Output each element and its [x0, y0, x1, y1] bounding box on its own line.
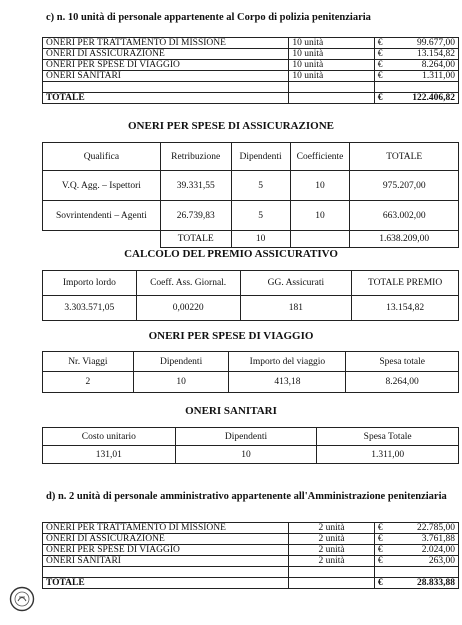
header-cell: GG. Assicurati — [240, 271, 352, 296]
header-cell: Coefficiente — [290, 143, 350, 171]
header-cell: Costo unitario — [43, 428, 176, 446]
spacer-row — [43, 82, 459, 93]
row-currency: € — [374, 71, 387, 82]
row-units: 2 unità — [289, 534, 374, 545]
total-label: TOTALE — [160, 231, 231, 248]
row-currency: € — [374, 556, 387, 567]
total-currency: € — [374, 578, 387, 589]
row-label: ONERI PER SPESE DI VIAGGIO — [43, 60, 289, 71]
cell-retribuzione: 39.331,55 — [160, 171, 231, 201]
header-cell: Spesa totale — [346, 352, 459, 372]
sanitari-table — [42, 427, 459, 464]
row-amount: 3.761,88 — [388, 534, 459, 545]
row-currency: € — [374, 523, 387, 534]
table-row — [43, 201, 459, 231]
cell-dipendenti: 5 — [231, 201, 290, 231]
row-units: 10 unità — [289, 49, 374, 60]
row-units: 2 unità — [289, 545, 374, 556]
row-amount: 2.024,00 — [388, 545, 459, 556]
row-label: ONERI PER TRATTAMENTO DI MISSIONE — [43, 38, 289, 49]
cell-totale: 663.002,00 — [350, 201, 459, 231]
total-value: 1.638.209,00 — [350, 231, 459, 248]
table-header-row — [43, 428, 459, 446]
header-cell: Coeff. Ass. Giornal. — [136, 271, 240, 296]
table-row — [43, 545, 459, 556]
cell-value: 2 — [43, 372, 134, 393]
total-row — [43, 578, 459, 589]
header-cell: TOTALE — [350, 143, 459, 171]
row-units: 10 unità — [289, 71, 374, 82]
section-d-summary-table — [42, 522, 459, 589]
cell-value: 181 — [240, 296, 352, 321]
total-amount: 122.406,82 — [388, 93, 459, 104]
table-header-row — [43, 271, 459, 296]
row-amount: 22.785,00 — [388, 523, 459, 534]
table-row — [43, 38, 459, 49]
cell-qualifica: Sovrintendenti – Agenti — [43, 201, 161, 231]
cell-dipendenti: 5 — [231, 171, 290, 201]
assicurazione-title: ONERI PER SPESE DI ASSICURAZIONE — [128, 120, 334, 132]
row-currency: € — [374, 545, 387, 556]
row-currency: € — [374, 38, 387, 49]
row-label: ONERI SANITARI — [43, 71, 289, 82]
total-currency: € — [374, 93, 387, 104]
row-label: ONERI PER TRATTAMENTO DI MISSIONE — [43, 523, 289, 534]
header-cell: Importo del viaggio — [229, 352, 346, 372]
cell-value: 413,18 — [229, 372, 346, 393]
row-amount: 8.264,00 — [388, 60, 459, 71]
table-header-row — [43, 352, 459, 372]
header-cell: TOTALE PREMIO — [352, 271, 459, 296]
table-row — [43, 60, 459, 71]
total-label: TOTALE — [43, 578, 289, 589]
header-cell: Dipendenti — [231, 143, 290, 171]
cell-value: 13.154,82 — [352, 296, 459, 321]
row-units: 10 unità — [289, 38, 374, 49]
total-dipendenti: 10 — [231, 231, 290, 248]
row-amount: 1.311,00 — [388, 71, 459, 82]
table-row — [43, 534, 459, 545]
cell-value: 0,00220 — [136, 296, 240, 321]
row-label: ONERI PER SPESE DI VIAGGIO — [43, 545, 289, 556]
assicurazione-table — [42, 142, 459, 248]
cell-coefficiente: 10 — [290, 201, 350, 231]
total-label: TOTALE — [43, 93, 289, 104]
table-row — [43, 296, 459, 321]
cell-value: 1.311,00 — [317, 446, 459, 464]
table-row — [43, 71, 459, 82]
row-amount: 263,00 — [388, 556, 459, 567]
table-row — [43, 49, 459, 60]
cell-totale: 975.207,00 — [350, 171, 459, 201]
spacer-row — [43, 567, 459, 578]
cell-value: 8.264,00 — [346, 372, 459, 393]
table-row — [43, 171, 459, 201]
row-amount: 99.677,00 — [388, 38, 459, 49]
premio-table — [42, 270, 459, 321]
cell-value: 3.303.571,05 — [43, 296, 137, 321]
row-units: 2 unità — [289, 523, 374, 534]
section-c-summary-table — [42, 37, 459, 104]
table-row — [43, 446, 459, 464]
cell-coefficiente: 10 — [290, 171, 350, 201]
table-row — [43, 556, 459, 567]
table-header-row — [43, 143, 459, 171]
row-units: 10 unità — [289, 60, 374, 71]
row-label: ONERI DI ASSICURAZIONE — [43, 534, 289, 545]
header-cell: Dipendenti — [175, 428, 317, 446]
total-row — [43, 231, 459, 248]
total-row — [43, 93, 459, 104]
header-cell: Importo lordo — [43, 271, 137, 296]
row-label: ONERI DI ASSICURAZIONE — [43, 49, 289, 60]
cell-retribuzione: 26.739,83 — [160, 201, 231, 231]
sanitari-title: ONERI SANITARI — [185, 405, 277, 417]
row-currency: € — [374, 534, 387, 545]
header-cell: Spesa Totale — [317, 428, 459, 446]
header-cell: Retribuzione — [160, 143, 231, 171]
table-row — [43, 523, 459, 534]
cell-value: 10 — [175, 446, 317, 464]
row-currency: € — [374, 60, 387, 71]
cell-value: 131,01 — [43, 446, 176, 464]
total-amount: 28.833,88 — [388, 578, 459, 589]
header-cell: Dipendenti — [133, 352, 229, 372]
seal-stamp-icon — [9, 586, 35, 612]
row-amount: 13.154,82 — [388, 49, 459, 60]
table-row — [43, 372, 459, 393]
cell-qualifica: V.Q. Agg. – Ispettori — [43, 171, 161, 201]
header-cell: Qualifica — [43, 143, 161, 171]
viaggio-table — [42, 351, 459, 393]
header-cell: Nr. Viaggi — [43, 352, 134, 372]
section-d-heading: d) n. 2 unità di personale amministrativo appartenente all'Amministrazione penitenziaria — [46, 491, 447, 502]
row-units: 2 unità — [289, 556, 374, 567]
premio-title: CALCOLO DEL PREMIO ASSICURATIVO — [124, 248, 338, 260]
row-currency: € — [374, 49, 387, 60]
cell-value: 10 — [133, 372, 229, 393]
row-label: ONERI SANITARI — [43, 556, 289, 567]
section-c-heading: c) n. 10 unità di personale appartenente al Corpo di polizia penitenziaria — [46, 12, 371, 23]
viaggio-title: ONERI PER SPESE DI VIAGGIO — [148, 330, 314, 342]
